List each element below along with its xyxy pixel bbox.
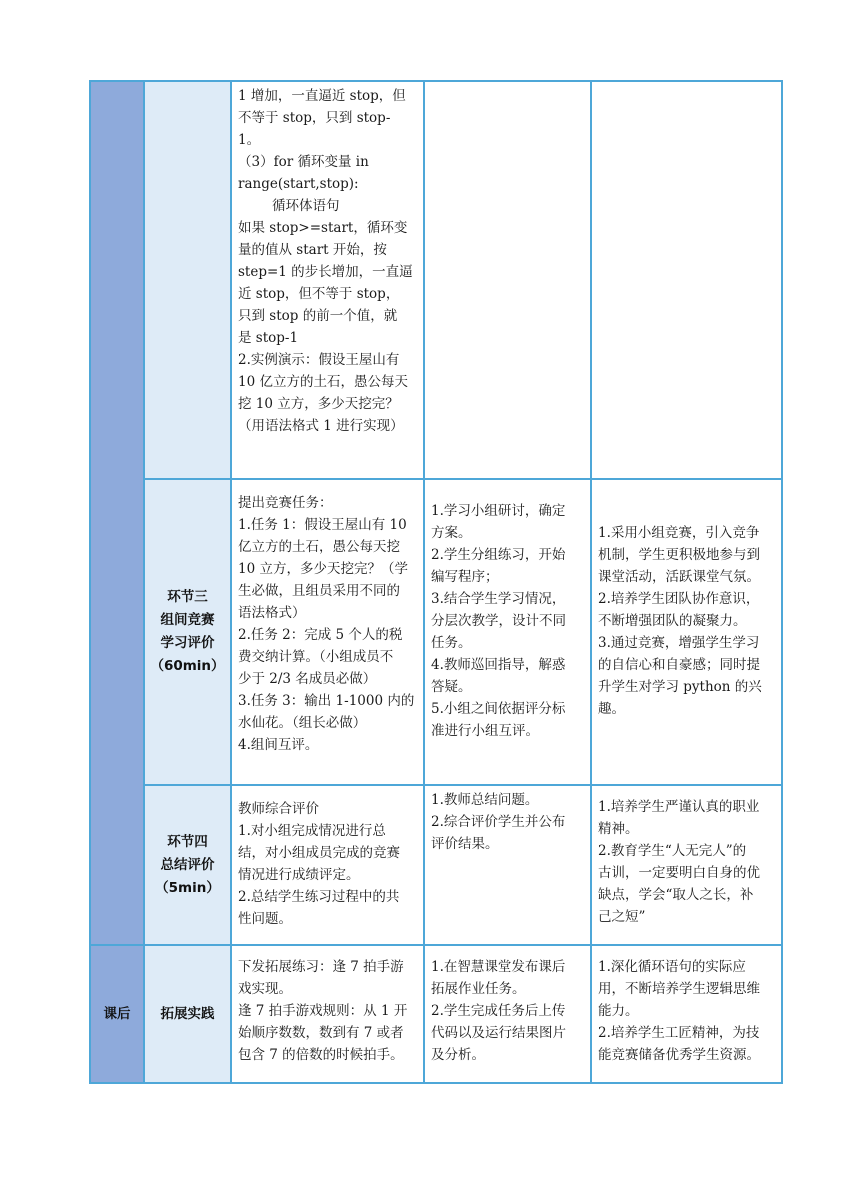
text-line: 1。 — [238, 132, 261, 148]
text-line: step=1 的步长增加，一直逼 — [238, 264, 413, 280]
text-line: 升学生对学习 python 的兴 — [598, 679, 762, 695]
text-line: 趣。 — [598, 701, 625, 717]
text-line: 拓展作业任务。 — [431, 981, 526, 997]
text-line: 循环体语句 — [272, 198, 340, 214]
student-activity-cell — [424, 945, 591, 1083]
phase-line: 组间竞赛 — [160, 612, 215, 628]
text-line: 4.教师巡回指导，解惑 — [431, 657, 566, 673]
text-line: 结，对小组成员完成的竞赛 — [238, 845, 400, 861]
text-line: 方案。 — [431, 525, 472, 541]
text-line: 3.通过竞赛，增强学生学习 — [598, 635, 760, 651]
text-line: 1.深化循环语句的实际应 — [598, 959, 746, 975]
text-line: 分层次教学，设计不同 — [431, 613, 566, 629]
phase-cell — [144, 479, 231, 785]
text-line: 挖 10 立方，多少天挖完？ — [238, 396, 399, 412]
text-line: 生必做，且组员采用不同的 — [238, 583, 400, 599]
content-cell — [231, 945, 424, 1083]
text-line: 2.总结学生练习过程中的共 — [238, 889, 400, 905]
text-line: 1.采用小组竞赛，引入竞争 — [598, 525, 760, 541]
text-line: 1 增加，一直逼近 stop，但 — [238, 88, 406, 104]
text-line: 性问题。 — [238, 911, 292, 927]
text-line: 4.组间互评。 — [238, 737, 319, 753]
text-line: （用语法格式 1 进行实现） — [238, 418, 404, 434]
text-line: 2.教育学生“人无完人”的 — [598, 843, 747, 859]
text-line: 用，不断培养学生逻辑思维 — [598, 981, 760, 997]
student-activity-cell — [424, 785, 591, 945]
text-line: 逢 7 拍手游戏规则：从 1 开 — [238, 1003, 408, 1019]
text-line: 如果 stop>=start，循环变 — [238, 220, 408, 236]
lesson-plan-table — [89, 80, 783, 1084]
text-line: 1.培养学生严谨认真的职业 — [598, 799, 760, 815]
text-line: 情况进行成绩评定。 — [238, 867, 360, 883]
phase-cell — [144, 945, 231, 1083]
student-activity-cell — [424, 81, 591, 479]
table-row — [90, 81, 782, 479]
text-line: 任务。 — [431, 635, 472, 651]
text-line: 2.学生完成任务后上传 — [431, 1003, 566, 1019]
text-line: 提出竞赛任务： — [238, 495, 333, 511]
design-intent-cell — [591, 81, 782, 479]
table-row — [90, 945, 782, 1083]
content-cell — [231, 81, 424, 479]
phase-cell — [144, 785, 231, 945]
design-intent-cell — [591, 479, 782, 785]
phase-line: 学习评价 — [160, 635, 215, 651]
text-line: 2.培养学生团队协作意识， — [598, 591, 760, 607]
text-line: 亿立方的土石，愚公每天挖 — [238, 539, 400, 555]
text-line: 缺点，学会“取人之长，补 — [598, 887, 754, 903]
text-line: 只到 stop 的前一个值，就 — [238, 308, 398, 324]
text-line: 2.实例演示：假设王屋山有 — [238, 352, 400, 368]
stage-label: 课后 — [103, 1005, 131, 1022]
text-line: 不等于 stop，只到 stop- — [238, 110, 391, 126]
text-line: 3.结合学生学习情况， — [431, 591, 566, 607]
text-line: 近 stop，但不等于 stop， — [238, 286, 400, 302]
text-line: 的自信心和自豪感；同时提 — [598, 657, 760, 673]
text-line: （3）for 循环变量 in — [238, 154, 369, 170]
text-line: 课堂活动，活跃课堂气氛。 — [598, 569, 760, 585]
text-line: 5.小组之间依据评分标 — [431, 701, 566, 717]
text-line: 机制，学生更积极地参与到 — [598, 547, 760, 563]
text-line: 2.学生分组练习，开始 — [431, 547, 566, 563]
text-line: 教师综合评价 — [238, 801, 319, 817]
student-activity-cell — [424, 479, 591, 785]
stage-cell — [90, 945, 144, 1083]
text-line: 己之短” — [598, 909, 646, 925]
text-line: 戏实现。 — [238, 981, 292, 997]
phase-line: 环节三 — [167, 589, 208, 605]
text-line: 是 stop-1 — [238, 330, 299, 346]
phase-label — [145, 1003, 230, 1026]
phase-line: 环节四 — [167, 833, 208, 850]
text-line: 代码以及运行结果图片 — [431, 1025, 566, 1041]
text-line: 始顺序数数，数到有 7 或者 — [238, 1025, 404, 1041]
text-line: 精神。 — [598, 821, 639, 837]
text-line: 编写程序； — [431, 569, 499, 585]
text-line: 1.任务 1：假设王屋山有 10 — [238, 517, 407, 533]
content-cell — [231, 479, 424, 785]
text-line: 古训，一定要明白自身的优 — [598, 865, 760, 881]
text-line: 10 亿立方的土石，愚公每天 — [238, 374, 408, 390]
text-line: 能力。 — [598, 1003, 639, 1019]
text-line: 3.任务 3：输出 1-1000 内的 — [238, 693, 415, 709]
text-line: 下发拓展练习：逢 7 拍手游 — [238, 959, 404, 975]
text-line: 语法格式） — [238, 605, 306, 621]
text-line: 2.综合评价学生并公布 — [431, 814, 566, 830]
text-line: 量的值从 start 开始，按 — [238, 242, 387, 258]
text-line: 1.教师总结问题。 — [431, 792, 539, 808]
phase-label — [145, 586, 230, 678]
text-line: 少于 2/3 名成员必做） — [238, 671, 377, 687]
phase-label — [145, 831, 230, 900]
design-intent-cell — [591, 785, 782, 945]
text-line: 及分析。 — [431, 1047, 485, 1063]
phase-line: （5min） — [155, 879, 220, 896]
phase-line: （60min） — [150, 658, 225, 674]
text-line: range(start,stop): — [238, 176, 359, 192]
text-line: 包含 7 的倍数的时候拍手。 — [238, 1047, 404, 1063]
text-line: 水仙花。（组长必做） — [238, 715, 367, 731]
text-line: 不断增强团队的凝聚力。 — [598, 613, 747, 629]
table-row — [90, 479, 782, 785]
text-line: 评价结果。 — [431, 836, 499, 852]
text-line: 2.培养学生工匠精神，为技 — [598, 1025, 760, 1041]
text-line: 准进行小组互评。 — [431, 723, 539, 739]
table-row — [90, 785, 782, 945]
text-line: 答疑。 — [431, 679, 472, 695]
text-line: 1.对小组完成情况进行总 — [238, 823, 386, 839]
text-line: 1.在智慧课堂发布课后 — [431, 959, 566, 975]
phase-line: 总结评价 — [160, 856, 215, 873]
stage-cell — [90, 81, 144, 945]
phase-cell — [144, 81, 231, 479]
text-line: 能竞赛储备优秀学生资源。 — [598, 1047, 760, 1063]
phase-line: 拓展实践 — [160, 1005, 215, 1022]
text-line: 2.任务 2：完成 5 个人的税 — [238, 627, 403, 643]
text-line: 费交纳计算。（小组成员不 — [238, 649, 394, 665]
content-cell — [231, 785, 424, 945]
design-intent-cell — [591, 945, 782, 1083]
text-line: 10 立方，多少天挖完？（学 — [238, 561, 408, 577]
text-line: 1.学习小组研讨，确定 — [431, 503, 566, 519]
